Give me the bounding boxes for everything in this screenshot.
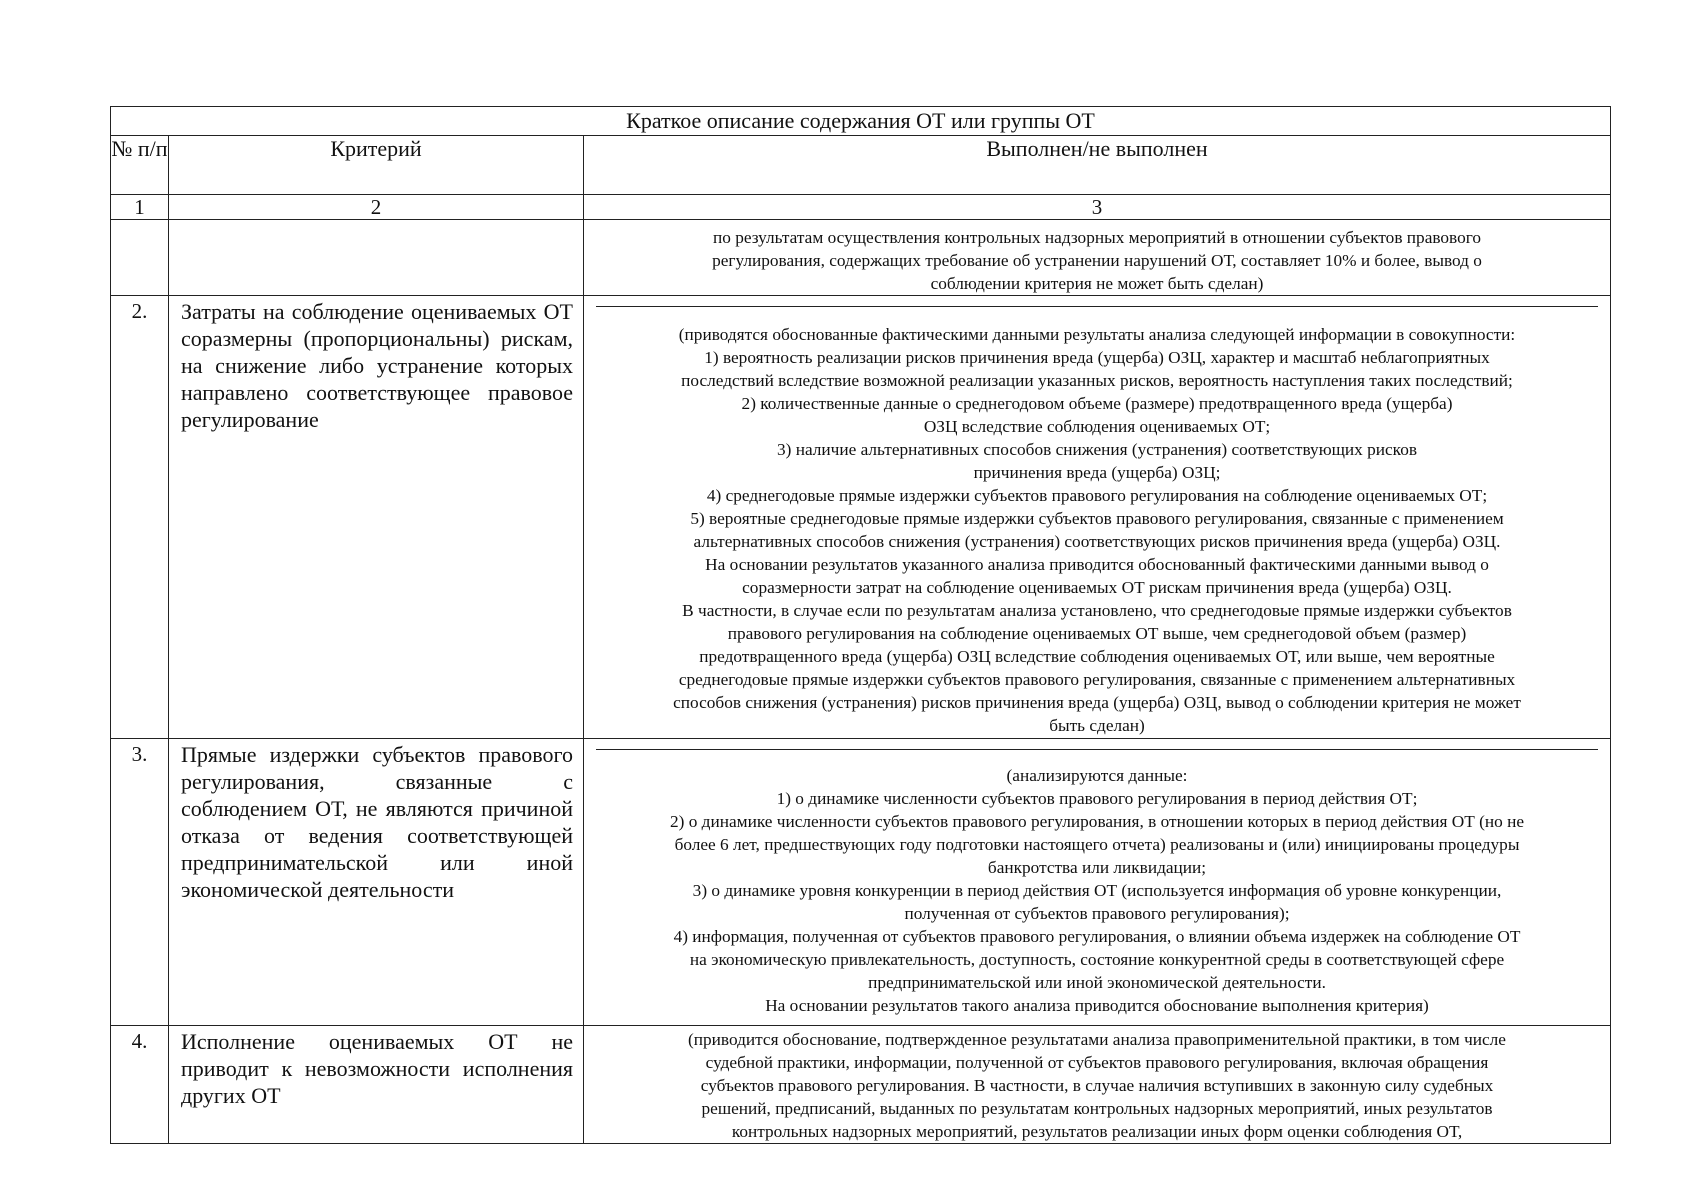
description-line: предпринимательской или иной экономической деятельности. [868, 973, 1326, 992]
description-line: альтернативных способов снижения (устранения) соответствующих рисков причинения вреда (ущерба) ОЗЦ. [693, 532, 1501, 551]
description-line: В частности, в случае если по результатам анализа установлено, что среднегодовые прямые издержки субъектов [682, 601, 1512, 620]
description-line: способов снижения (устранения) рисков причинения вреда (ущерба) ОЗЦ, вывод о соблюдении критерия не может [673, 693, 1521, 712]
description-line: причинения вреда (ущерба) ОЗЦ; [973, 463, 1221, 482]
description-line: На основании результатов такого анализа приводится обоснование выполнения критерия) [765, 996, 1429, 1015]
table-row [111, 739, 1611, 1026]
blank-line [596, 306, 1598, 307]
row-criterion: Прямые издержки субъектов правового регулирования, связанные с соблюдением ОТ, не являются причиной отказа от ведения соответствующей предпринимательской или иной экономической деятельности [169, 739, 584, 1026]
row-number: 2. [111, 296, 169, 739]
description-line: соразмерности затрат на соблюдение оцениваемых ОТ рискам причинения вреда (ущерба) ОЗЦ. [742, 578, 1452, 597]
description-line: быть сделан) [1049, 716, 1145, 735]
column-index-2: 2 [169, 195, 584, 220]
table-row [111, 220, 1611, 296]
description-line: 2) о динамике численности субъектов правового регулирования, в отношении которых в период действия ОТ (но не [670, 812, 1525, 831]
row-criterion: Исполнение оцениваемых ОТ не приводит к невозможности исполнения других ОТ [169, 1026, 584, 1144]
description-line: 1) о динамике численности субъектов правового регулирования в период действия ОТ; [776, 789, 1418, 808]
description-line: по результатам осуществления контрольных надзорных мероприятий в отношении субъектов правового [712, 228, 1482, 247]
description-line: 2) количественные данные о среднегодовом объеме (размере) предотвращенного вреда (ущерба) [741, 394, 1453, 413]
description-line: ОЗЦ вследствие соблюдения оцениваемых ОТ; [923, 417, 1271, 436]
description-line: полученная от субъектов правового регулирования); [904, 904, 1290, 923]
description-line: на экономическую привлекательность, доступность, состояние конкурентной среды в соответствующей сфере [689, 950, 1505, 969]
description-line: 3) наличие альтернативных способов снижения (устранения) соответствующих рисков [777, 440, 1417, 459]
description-line: 3) о динамике уровня конкуренции в период действия ОТ (используется информация об уровне конкуренции, [692, 881, 1502, 900]
description-line: (анализируются данные: [1006, 766, 1188, 785]
description-line: банкротства или ликвидации; [987, 858, 1207, 877]
description-line: субъектов правового регулирования. В частности, в случае наличия вступивших в законную силу судебных [700, 1076, 1494, 1095]
description-line: регулирования, содержащих требование об устранении нарушений ОТ, составляет 10% и более, вывод о [712, 251, 1482, 270]
description-line: На основании результатов указанного анализа приводится обоснованный фактическими данными вывод о [705, 555, 1489, 574]
header-status: Выполнен/не выполнен [584, 136, 1611, 195]
row-number: 4. [111, 1026, 169, 1144]
column-index-3: 3 [584, 195, 1611, 220]
blank-line [596, 749, 1598, 750]
description-line: контрольных надзорных мероприятий, результатов реализации иных форм оценки соблюдения ОТ, [731, 1122, 1463, 1141]
description-line: среднегодовые прямые издержки субъектов правового регулирования, связанные с применением альтернативных [678, 670, 1516, 689]
description-line: судебной практики, информации, полученной от субъектов правового регулирования, включая обращения [705, 1053, 1489, 1072]
description-line: соблюдении критерия не может быть сделан) [930, 274, 1264, 293]
description-line: 4) информация, полученная от субъектов правового регулирования, о влиянии объема издержек на соблюдение ОТ [673, 927, 1521, 946]
description-line: 1) вероятность реализации рисков причинения вреда (ущерба) ОЗЦ, характер и масштаб неблагоприятных [704, 348, 1490, 367]
row-description [584, 739, 1611, 1026]
criteria-table [110, 106, 1611, 1144]
description-line: правового регулирования на соблюдение оцениваемых ОТ выше, чем среднегодовой объем (размер) [727, 624, 1467, 643]
header-number: № п/п [111, 136, 169, 195]
table-row [111, 1026, 1611, 1144]
row-description [584, 1026, 1611, 1144]
row-criterion [169, 220, 584, 296]
description-line: последствий вследствие возможной реализации указанных рисков, вероятность наступления таких последствий; [681, 371, 1513, 390]
column-index-row [111, 195, 1611, 220]
description-line: предотвращенного вреда (ущерба) ОЗЦ вследствие соблюдения оцениваемых ОТ, или выше, чем вероятные [699, 647, 1495, 666]
description-line: (приводится обоснование, подтвержденное результатами анализа правоприменительной практики, в том числе [688, 1030, 1506, 1049]
row-number [111, 220, 169, 296]
description-line: 4) среднегодовые прямые издержки субъектов правового регулирования на соблюдение оцениваемых ОТ; [706, 486, 1488, 505]
row-criterion: Затраты на соблюдение оцениваемых ОТ соразмерны (пропорциональны) рискам, на снижение либо устранение которых направлено соответствующее правовое регулирование [169, 296, 584, 739]
row-description [584, 296, 1611, 739]
table-title-row [111, 107, 1611, 136]
description-line: более 6 лет, предшествующих году подготовки настоящего отчета) реализованы и (или) инициированы процедуры [674, 835, 1520, 854]
header-row [111, 136, 1611, 195]
column-index-1: 1 [111, 195, 169, 220]
description-line: решений, предписаний, выданных по результатам контрольных надзорных мероприятий, иных результатов [701, 1099, 1493, 1118]
row-description [584, 220, 1611, 296]
row-number: 3. [111, 739, 169, 1026]
table-title: Краткое описание содержания ОТ или группы ОТ [111, 107, 1611, 136]
description-line: 5) вероятные среднегодовые прямые издержки субъектов правового регулирования, связанные с применением [690, 509, 1504, 528]
description-line: (приводятся обоснованные фактическими данными результаты анализа следующей информации в совокупности: [678, 325, 1516, 344]
table-row [111, 296, 1611, 739]
header-criterion: Критерий [169, 136, 584, 195]
